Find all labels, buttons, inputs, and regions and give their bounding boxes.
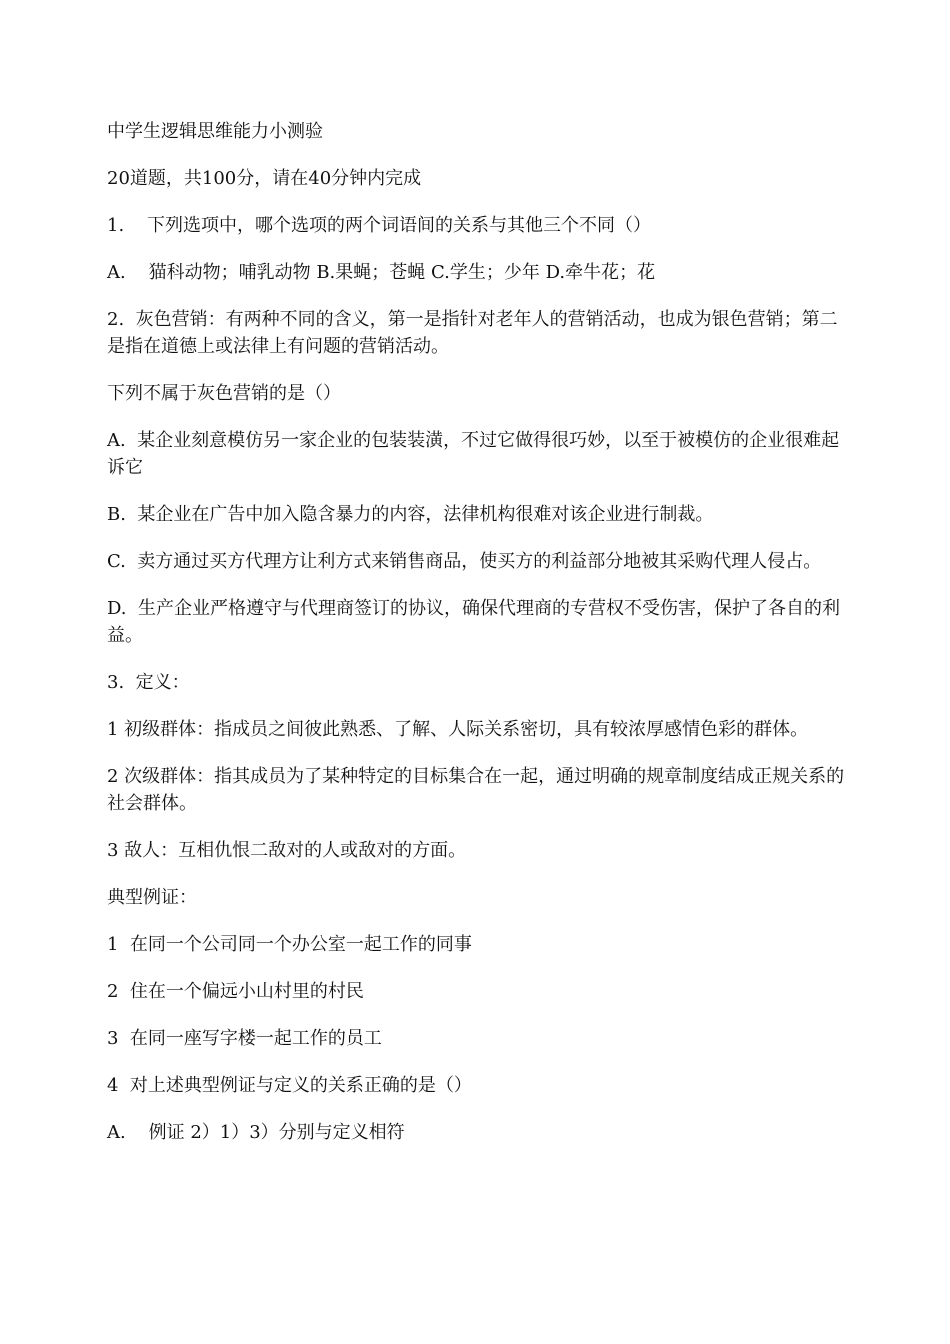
question-3-prompt: 4 对上述典型例证与定义的关系正确的是（） [107, 1075, 472, 1096]
question-2-prompt: 下列不属于灰色营销的是（） [107, 383, 341, 404]
question-2-option-b: B. 某企业在广告中加入隐含暴力的内容，法律机构很难对该企业进行制裁。 [107, 504, 714, 525]
question-2-definition: 2. 灰色营销：有两种不同的含义，第一是指针对老年人的营销活动，也成为银色营销；第二是指在道德上或法律上有问题的营销活动。 [107, 309, 838, 357]
definition-1: 1 初级群体：指成员之间彼此熟悉、了解、人际关系密切，具有较浓厚感情色彩的群体。 [107, 719, 809, 740]
definition-2: 2 次级群体：指其成员为了某种特定的目标集合在一起，通过明确的规章制度结成正规关系的社会群体。 [107, 766, 845, 814]
definition-3: 3 敌人：互相仇恨二敌对的人或敌对的方面。 [107, 840, 467, 861]
test-instructions: 20道题，共100分，请在40分钟内完成 [107, 168, 422, 189]
examples-heading: 典型例证： [107, 887, 197, 908]
question-1: 1. 下列选项中，哪个选项的两个词语间的关系与其他三个不同（） [107, 215, 652, 236]
question-2-option-a: A. 某企业刻意模仿另一家企业的包装装潢，不过它做得很巧妙，以至于被模仿的企业很难起诉它 [107, 430, 840, 478]
example-2: 2 住在一个偏远小山村里的村民 [107, 981, 364, 1002]
document-body [107, 118, 847, 1166]
example-3: 3 在同一座写字楼一起工作的员工 [107, 1028, 382, 1049]
question-2-option-c: C. 卖方通过买方代理方让利方式来销售商品，使买方的利益部分地被其采购代理人侵占。 [107, 551, 822, 572]
question-1-options: A. 猫科动物；哺乳动物 B.果蝇；苍蝇 C.学生；少年 D.牵牛花；花 [107, 262, 656, 283]
document-title: 中学生逻辑思维能力小测验 [107, 121, 323, 142]
question-2-option-d: D. 生产企业严格遵守与代理商签订的协议，确保代理商的专营权不受伤害，保护了各自的利益。 [107, 598, 840, 646]
example-1: 1 在同一个公司同一个办公室一起工作的同事 [107, 934, 472, 955]
question-3-option-a: A. 例证 2）1）3）分别与定义相符 [107, 1122, 405, 1143]
question-3-heading: 3. 定义： [107, 672, 190, 693]
